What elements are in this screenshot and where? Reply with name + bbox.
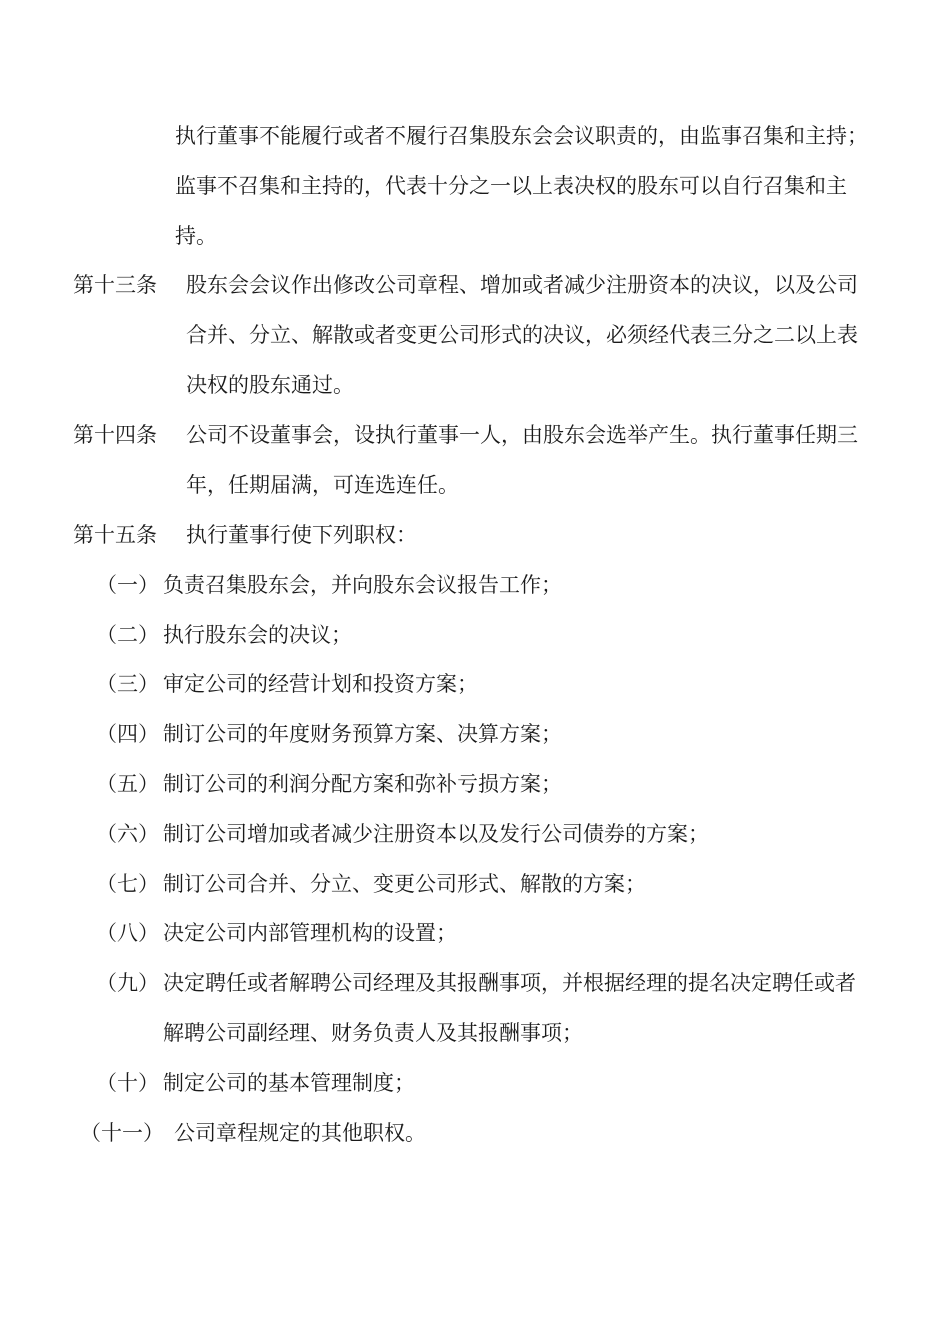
continuation-line: 执行董事不能履行或者不履行召集股东会会议职责的，由监事召集和主持； [175, 124, 868, 148]
article-13-label: 第十三条 [73, 273, 157, 297]
power-item-number: （七） [96, 872, 159, 896]
power-item-text: 公司章程规定的其他职权。 [174, 1121, 426, 1145]
power-item-text: 制订公司合并、分立、变更公司形式、解散的方案； [163, 872, 646, 896]
power-item-text: 制订公司增加或者减少注册资本以及发行公司债券的方案； [163, 822, 709, 846]
power-item-number: （五） [96, 772, 159, 796]
power-item-text: 制订公司的年度财务预算方案、决算方案； [163, 722, 562, 746]
power-item-number: （一） [96, 573, 159, 597]
article-15-label: 第十五条 [73, 523, 157, 547]
power-item-number: （二） [96, 623, 159, 647]
power-item-number: （九） [96, 971, 159, 995]
power-item-text: 决定聘任或者解聘公司经理及其报酬事项，并根据经理的提名决定聘任或者 [163, 971, 856, 995]
article-13-line: 合并、分立、解散或者变更公司形式的决议，必须经代表三分之二以上表 [186, 323, 858, 347]
power-item-text: 解聘公司副经理、财务负责人及其报酬事项； [163, 1021, 583, 1045]
power-item-text: 制订公司的利润分配方案和弥补亏损方案； [163, 772, 562, 796]
power-item-number: （四） [96, 722, 159, 746]
continuation-line: 监事不召集和主持的，代表十分之一以上表决权的股东可以自行召集和主 [175, 174, 847, 198]
power-item-text: 执行股东会的决议； [163, 623, 352, 647]
continuation-line: 持。 [175, 224, 217, 248]
power-item-text: 制定公司的基本管理制度； [163, 1071, 415, 1095]
power-item-text: 决定公司内部管理机构的设置； [163, 921, 457, 945]
article-15-line: 执行董事行使下列职权： [186, 523, 417, 547]
power-item-number: （三） [96, 672, 159, 696]
power-item-number: （六） [96, 822, 159, 846]
power-item-number: （十） [96, 1071, 159, 1095]
power-item-number: （八） [96, 921, 159, 945]
article-13-line: 决权的股东通过。 [186, 373, 354, 397]
article-14-line: 年，任期届满，可连选连任。 [186, 473, 459, 497]
article-13-line: 股东会会议作出修改公司章程、增加或者减少注册资本的决议，以及公司 [186, 273, 858, 297]
power-item-number: （十一） [80, 1121, 164, 1145]
article-14-line: 公司不设董事会，设执行董事一人，由股东会选举产生。执行董事任期三 [186, 423, 858, 447]
power-item-text: 负责召集股东会，并向股东会议报告工作； [163, 573, 562, 597]
power-item-text: 审定公司的经营计划和投资方案； [163, 672, 478, 696]
article-14-label: 第十四条 [73, 423, 157, 447]
